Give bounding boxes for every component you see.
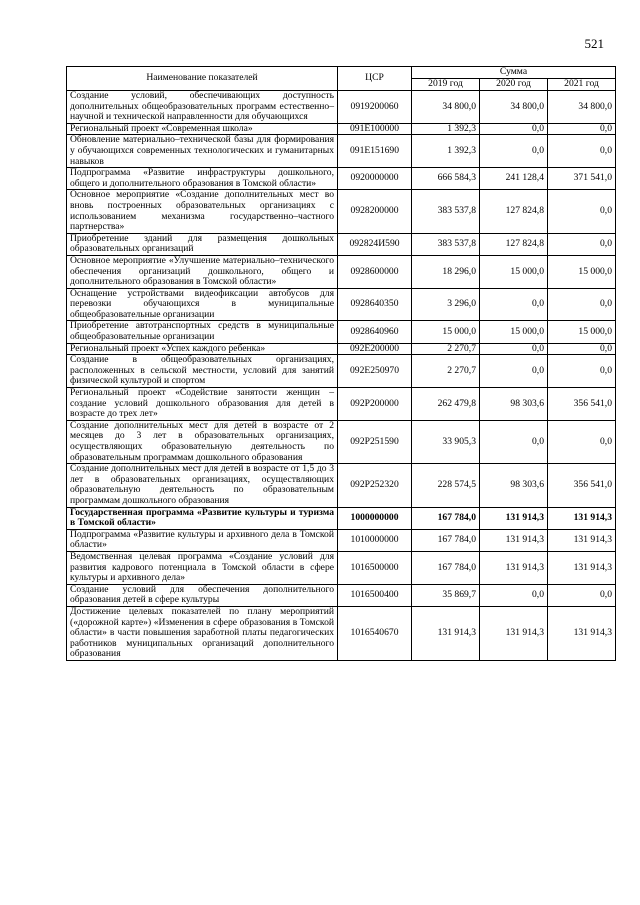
table-row [67,288,616,321]
row-code: 0928640960 [338,321,412,343]
header-code: ЦСР [338,67,412,91]
row-code: 0928200000 [338,190,412,233]
row-value-2020: 0,0 [480,420,548,463]
row-value-2019: 2 270,7 [412,343,480,355]
row-name: Подпрограмма «Развитие инфраструктуры дошкольного, общего и дополнительного образования в Томской области» [67,168,338,190]
row-value-2020: 131 914,3 [480,507,548,529]
row-code: 092P252320 [338,464,412,507]
row-value-2021: 15 000,0 [548,255,616,288]
row-value-2021: 0,0 [548,190,616,233]
table-row [67,355,616,388]
header-year-2020: 2020 год [480,79,548,91]
row-value-2021: 0,0 [548,288,616,321]
row-value-2019: 18 296,0 [412,255,480,288]
row-name: Подпрограмма «Развитие культуры и архивного дела в Томской области» [67,529,338,551]
row-value-2019: 228 574,5 [412,464,480,507]
row-value-2021: 0,0 [548,584,616,606]
row-value-2021: 15 000,0 [548,321,616,343]
row-code: 1016500400 [338,584,412,606]
row-name: Приобретение зданий для размещения дошкольных образовательных организаций [67,233,338,255]
table-row [67,233,616,255]
row-value-2021: 0,0 [548,135,616,168]
row-value-2021: 356 541,0 [548,464,616,507]
header-year-2019: 2019 год [412,79,480,91]
row-name: Региональный проект «Современная школа» [67,123,338,135]
table-row [67,388,616,421]
table-row [67,321,616,343]
row-name: Государственная программа «Развитие культуры и туризма в Томской области» [67,507,338,529]
table-row [67,255,616,288]
row-code: 091E100000 [338,123,412,135]
row-value-2020: 0,0 [480,584,548,606]
page-number: 521 [584,36,604,51]
row-code: 091E151690 [338,135,412,168]
row-value-2020: 98 303,6 [480,388,548,421]
row-name: Достижение целевых показателей по плану мероприятий («дорожной карте») «Изменения в сфере образования в Томской области» в части повышения заработной платы педагогических работников муниципальных организаций дополнительного образования [67,606,338,660]
row-value-2020: 131 914,3 [480,606,548,660]
row-value-2021: 131 914,3 [548,507,616,529]
row-code: 092824И590 [338,233,412,255]
row-code: 1016500000 [338,551,412,584]
row-code: 092E200000 [338,343,412,355]
row-value-2021: 0,0 [548,343,616,355]
row-value-2021: 0,0 [548,233,616,255]
row-value-2019: 262 479,8 [412,388,480,421]
row-value-2020: 127 824,8 [480,233,548,255]
row-code: 0928600000 [338,255,412,288]
row-value-2019: 34 800,0 [412,91,480,124]
row-name: Приобретение автотранспортных средств в муниципальные общеобразовательные организации [67,321,338,343]
row-code: 0928640350 [338,288,412,321]
row-code: 092P251590 [338,420,412,463]
row-value-2019: 2 270,7 [412,355,480,388]
row-value-2021: 131 914,3 [548,551,616,584]
header-year-2021: 2021 год [548,79,616,91]
row-value-2021: 0,0 [548,420,616,463]
row-name: Основное мероприятие «Создание дополнительных мест во вновь построенных образовательных организациях с использованием механизма государственно–частного партнерства» [67,190,338,233]
row-value-2020: 0,0 [480,123,548,135]
row-value-2019: 1 392,3 [412,123,480,135]
row-value-2021: 34 800,0 [548,91,616,124]
row-value-2021: 356 541,0 [548,388,616,421]
row-value-2020: 0,0 [480,355,548,388]
row-name: Региональный проект «Успех каждого ребенка» [67,343,338,355]
row-code: 092E250970 [338,355,412,388]
row-value-2020: 0,0 [480,135,548,168]
row-value-2019: 383 537,8 [412,233,480,255]
row-name: Создание условий для обеспечения дополнительного образования детей в сфере культуры [67,584,338,606]
table-row [67,123,616,135]
row-name: Создание дополнительных мест для детей в возрасте от 2 месяцев до 3 лет в образовательных организациях, осуществляющих образовательную деятельность по образовательным программам дошкольного образования [67,420,338,463]
row-name: Создание в общеобразовательных организациях, расположенных в сельской местности, условий для занятий физической культурой и спортом [67,355,338,388]
row-value-2020: 131 914,3 [480,551,548,584]
row-value-2019: 1 392,3 [412,135,480,168]
table-row [67,190,616,233]
table-row [67,606,616,660]
row-value-2021: 131 914,3 [548,529,616,551]
table-row [67,529,616,551]
row-value-2019: 3 296,0 [412,288,480,321]
table-row [67,584,616,606]
table-row [67,420,616,463]
row-value-2020: 0,0 [480,288,548,321]
row-code: 1016540670 [338,606,412,660]
row-value-2020: 34 800,0 [480,91,548,124]
row-value-2020: 15 000,0 [480,255,548,288]
table-row [67,507,616,529]
row-value-2021: 0,0 [548,123,616,135]
row-code: 1000000000 [338,507,412,529]
row-value-2019: 167 784,0 [412,507,480,529]
row-name: Основное мероприятие «Улучшение материально–технического обеспечения организаций дошкольного, общего и дополнительного образования в Томской области» [67,255,338,288]
row-value-2019: 33 905,3 [412,420,480,463]
table-row [67,551,616,584]
row-code: 0920000000 [338,168,412,190]
row-value-2020: 131 914,3 [480,529,548,551]
row-name: Оснащение устройствами видеофиксации автобусов для перевозки обучающихся в муниципальные общеобразовательные организации [67,288,338,321]
table-row [67,464,616,507]
row-value-2021: 0,0 [548,355,616,388]
row-value-2020: 98 303,6 [480,464,548,507]
row-value-2019: 131 914,3 [412,606,480,660]
row-name: Создание условий, обеспечивающих доступность дополнительных общеобразовательных программ естественно–научной и технической направленности для обучающихся [67,91,338,124]
header-sum: Сумма [412,67,616,79]
row-value-2020: 241 128,4 [480,168,548,190]
row-name: Создание дополнительных мест для детей в возрасте от 1,5 до 3 лет в образовательных организациях, осуществляющих образовательную деятельность по образовательным программам дошкольного образования [67,464,338,507]
header-name: Наименование показателей [67,67,338,91]
row-code: 1010000000 [338,529,412,551]
budget-table [66,66,616,661]
row-name: Региональный проект «Содействие занятости женщин – создание условий дошкольного образования для детей в возрасте до трех лет» [67,388,338,421]
row-name: Обновление материально–технической базы для формирования у обучающихся современных технологических и гуманитарных навыков [67,135,338,168]
row-value-2021: 131 914,3 [548,606,616,660]
row-code: 0919200060 [338,91,412,124]
row-value-2020: 127 824,8 [480,190,548,233]
row-value-2019: 666 584,3 [412,168,480,190]
table-row [67,168,616,190]
row-code: 092P200000 [338,388,412,421]
row-value-2020: 0,0 [480,343,548,355]
row-value-2019: 35 869,7 [412,584,480,606]
table-row [67,91,616,124]
row-value-2021: 371 541,0 [548,168,616,190]
row-value-2019: 167 784,0 [412,529,480,551]
table-row [67,135,616,168]
table-body [67,91,616,661]
table-row [67,343,616,355]
row-name: Ведомственная целевая программа «Создание условий для развития кадрового потенциала в Томской области в сфере культуры и архивного дела» [67,551,338,584]
row-value-2019: 383 537,8 [412,190,480,233]
row-value-2019: 15 000,0 [412,321,480,343]
row-value-2019: 167 784,0 [412,551,480,584]
row-value-2020: 15 000,0 [480,321,548,343]
